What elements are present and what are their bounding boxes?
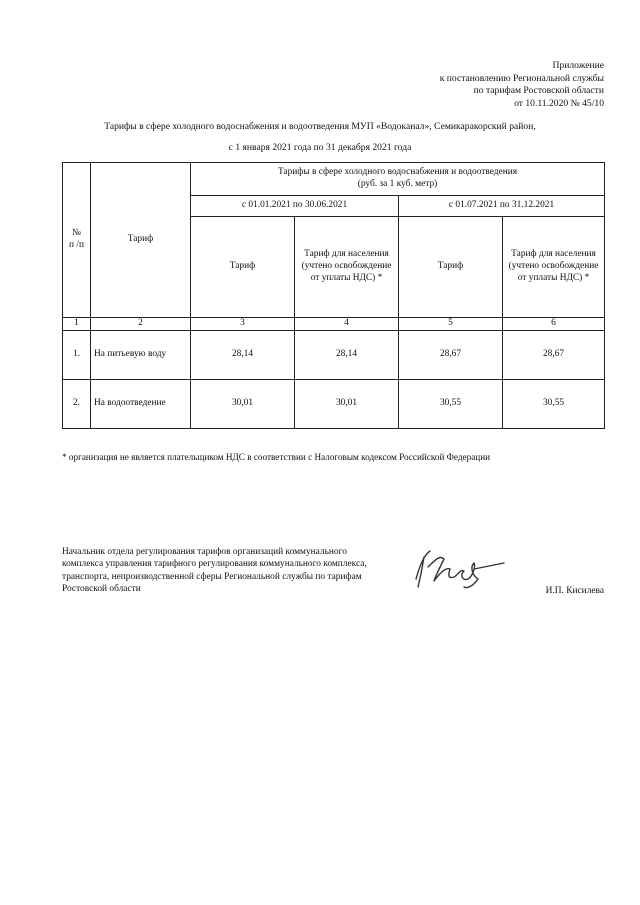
row-value: 28,14 <box>191 331 295 380</box>
row-value: 30,01 <box>191 380 295 429</box>
appendix-line: от 10.11.2020 № 45/10 <box>514 97 604 109</box>
signer-line: транспорта, непроизводственной сферы Региональной службы по тарифам <box>62 571 362 582</box>
row-name: На питьевую воду <box>91 331 191 380</box>
header-period-2: с 01.07.2021 по 31.12.2021 <box>399 196 605 217</box>
row-value: 30,01 <box>295 380 399 429</box>
row-name: На водоотведение <box>91 380 191 429</box>
header-tariff: Тариф <box>91 163 191 318</box>
header-num: № п /п <box>63 163 91 318</box>
header-sub-tariff: Тариф <box>399 217 503 318</box>
title-line: Тарифы в сфере холодного водоснабжения и водоотведения МУП «Водоканал», Семикаракорский район, <box>104 121 536 132</box>
column-number-row <box>63 318 605 331</box>
column-number: 4 <box>295 318 399 331</box>
appendix-header <box>440 60 604 110</box>
document-title <box>0 121 640 154</box>
tariff-table <box>62 162 605 429</box>
signer-name: И.П. Кисилева <box>545 586 604 596</box>
handwritten-signature <box>410 545 506 591</box>
table-row <box>63 380 605 429</box>
row-value: 30,55 <box>503 380 605 429</box>
row-value: 28,67 <box>399 331 503 380</box>
row-value: 28,67 <box>503 331 605 380</box>
title-period: с 1 января 2021 года по 31 декабря 2021 года <box>228 142 412 153</box>
column-number: 2 <box>91 318 191 331</box>
appendix-line: Приложение <box>552 60 604 71</box>
appendix-line: по тарифам Ростовской области <box>473 85 604 97</box>
column-number: 6 <box>503 318 605 331</box>
row-value: 28,14 <box>295 331 399 380</box>
footnote: * организация не является плательщиком НДС в соответствии с Налоговым кодексом Российской Федерации <box>62 452 491 462</box>
header-period-1: с 01.01.2021 по 30.06.2021 <box>191 196 399 217</box>
row-value: 30,55 <box>399 380 503 429</box>
signer-line: Ростовской области <box>62 584 141 595</box>
header-group-title: Тарифы в сфере холодного водоснабжения и водоотведения (руб. за 1 куб. метр) <box>191 163 605 196</box>
appendix-line: к постановлению Региональной службы <box>439 72 604 84</box>
column-number: 1 <box>63 318 91 331</box>
signer-line: Начальник отдела регулирования тарифов организаций коммунального <box>62 547 347 557</box>
column-number: 5 <box>399 318 503 331</box>
table-row <box>63 331 605 380</box>
row-num: 1. <box>63 331 91 380</box>
header-sub-tariff: Тариф <box>191 217 295 318</box>
row-num: 2. <box>63 380 91 429</box>
header-sub-population: Тариф для населения (учтено освобождение от уплаты НДС) * <box>295 217 399 318</box>
signer-line: комплекса управления тарифного регулирования коммунального комплекса, <box>62 559 367 570</box>
header-sub-population: Тариф для населения (учтено освобождение от уплаты НДС) * <box>503 217 605 318</box>
column-number: 3 <box>191 318 295 331</box>
signer-position <box>62 546 402 596</box>
